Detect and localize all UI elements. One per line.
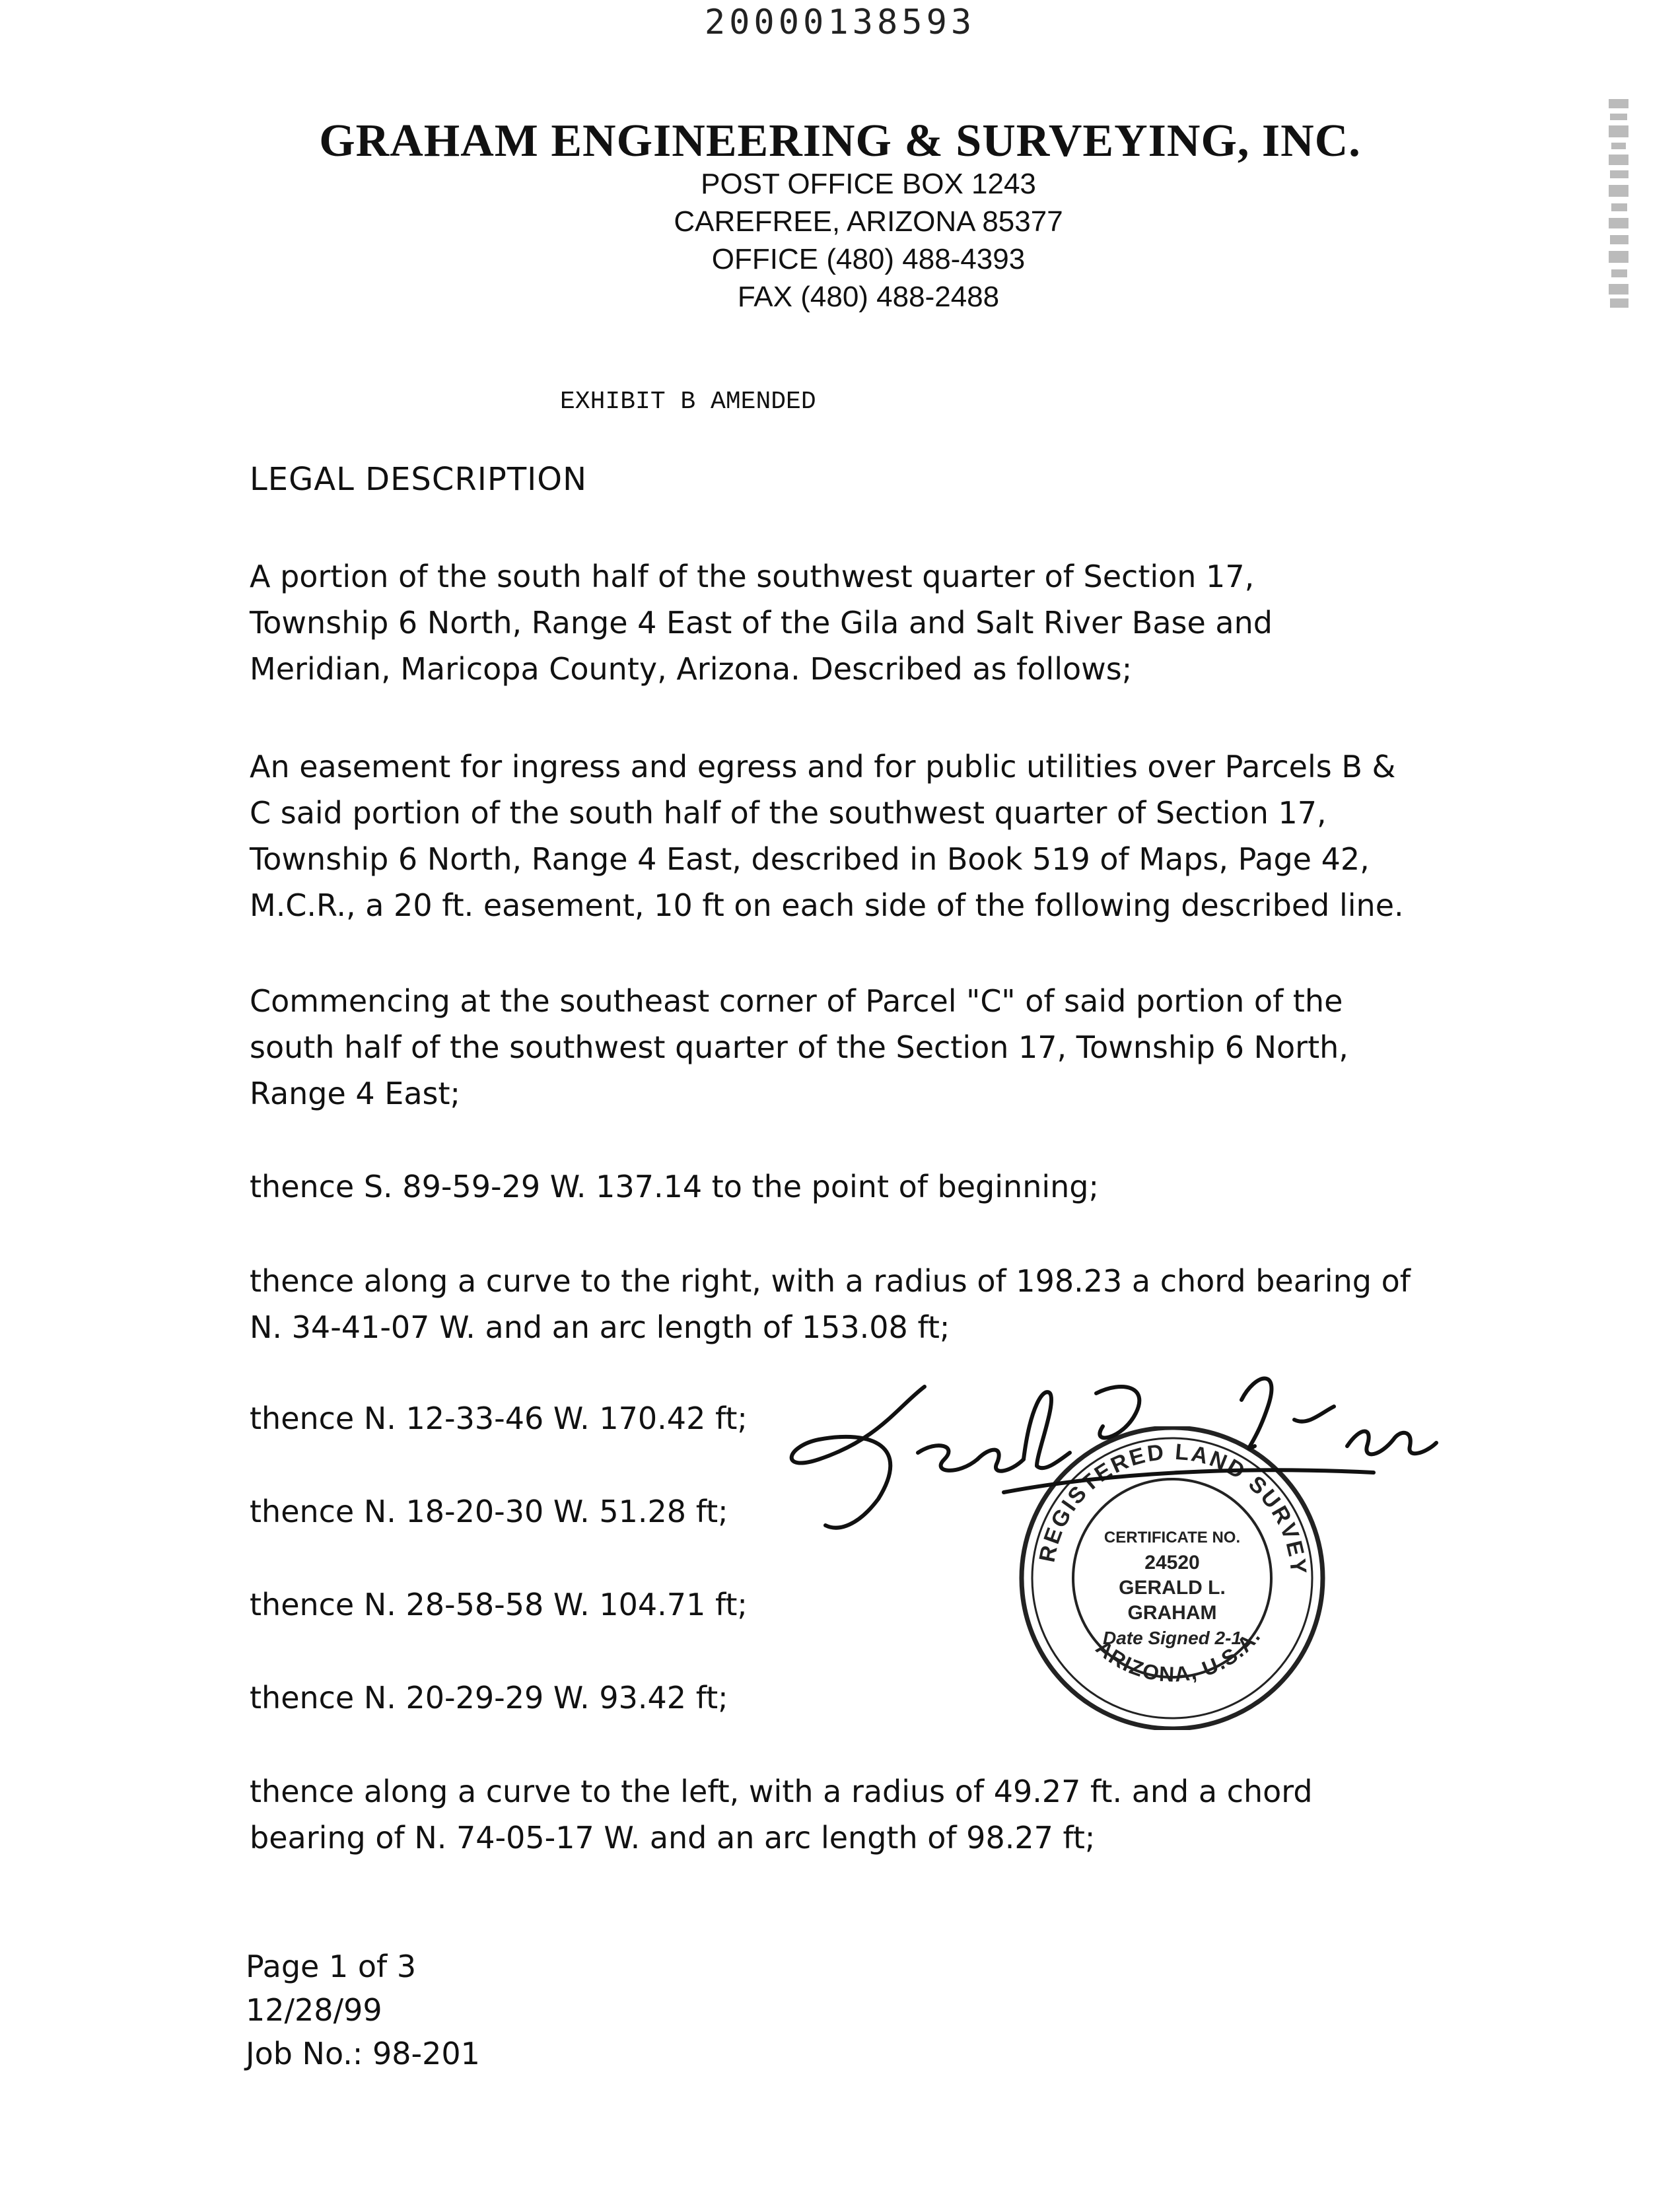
- company-name: GRAHAM ENGINEERING & SURVEYING, INC.: [319, 116, 1361, 166]
- paragraph-course-2: thence N. 12-33-46 W. 170.42 ft;: [250, 1401, 748, 1436]
- document-number: 20000138593: [704, 3, 976, 42]
- exhibit-title: EXHIBIT B AMENDED: [560, 388, 816, 416]
- address-line-office-phone: OFFICE (480) 488-4393: [711, 243, 1026, 275]
- seal-certificate-number: 24520: [1144, 1552, 1200, 1574]
- job-number: Job No.: 98-201: [246, 2036, 480, 2071]
- margin-stamp-mark: [1605, 99, 1634, 310]
- seal-name-line1: GERALD L.: [1119, 1577, 1226, 1599]
- paragraph-curve-right: thence along a curve to the right, with a radius of 198.23 a chord bearing of N. 34-41-07 W. and an arc length of 153.08 ft;: [250, 1263, 1411, 1345]
- address-line-city: CAREFREE, ARIZONA 85377: [674, 205, 1063, 238]
- seal-name-line2: GRAHAM: [1127, 1602, 1217, 1624]
- paragraph-curve-left: thence along a curve to the left, with a radius of 49.27 ft. and a chord bearing of N. 74-05-17 W. and an arc length of 98.27 ft;: [250, 1774, 1313, 1856]
- seal-date-signed: Date Signed 2-1: [1102, 1628, 1242, 1648]
- paragraph-course-3: thence N. 18-20-30 W. 51.28 ft;: [250, 1494, 728, 1529]
- handwritten-signature: [779, 1367, 1440, 1539]
- address-line-po-box: POST OFFICE BOX 1243: [701, 168, 1036, 200]
- page-number: Page 1 of 3: [246, 1949, 417, 1984]
- paragraph-course-4: thence N. 28-58-58 W. 104.71 ft;: [250, 1587, 748, 1622]
- paragraph-course-5: thence N. 20-29-29 W. 93.42 ft;: [250, 1680, 728, 1716]
- seal-location-text: ARIZONA, U.S.A.: [1091, 1624, 1266, 1686]
- paragraph-easement: An easement for ingress and egress and for public utilities over Parcels B & C said portion of the south half of the southwest quarter of Section 17, Township 6 North, Range 4 East, described in Book 519 of Maps, Page 42, M.C.R., a 20 ft. easement, 10 ft on each side of the following described line.: [250, 749, 1404, 923]
- legal-description-heading: LEGAL DESCRIPTION: [250, 461, 587, 498]
- paragraph-commencing: Commencing at the southeast corner of Parcel "C" of said portion of the south half of the southwest quarter of the Section 17, Township 6 North, Range 4 East;: [250, 983, 1348, 1111]
- paragraph-portion: A portion of the south half of the southwest quarter of Section 17, Township 6 North, Range 4 East of the Gila and Salt River Base and Meridian, Maricopa County, Arizona. Described as follows;: [250, 559, 1273, 687]
- seal-certificate-label: CERTIFICATE NO.: [1103, 1529, 1241, 1546]
- address-line-fax: FAX (480) 488-2488: [737, 281, 1000, 313]
- page-footer: [246, 1945, 480, 2075]
- seal-ring-text: REGISTERED LAND SURVEY: [1034, 1439, 1312, 1577]
- document-date: 12/28/99: [246, 1992, 382, 2028]
- paragraph-course-1: thence S. 89-59-29 W. 137.14 to the point of beginning;: [250, 1169, 1099, 1204]
